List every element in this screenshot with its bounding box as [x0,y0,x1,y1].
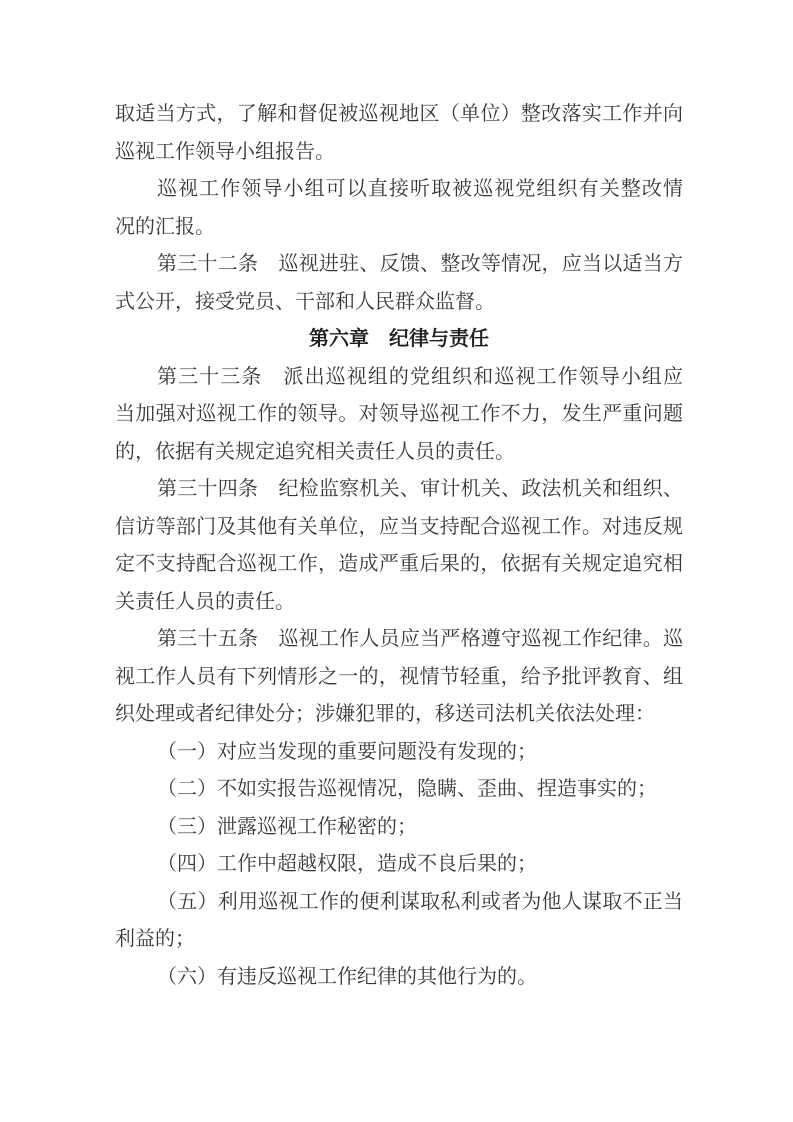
text-line: 关责任人员的责任。 [115,590,295,613]
text-line: （六）有违反巡视工作纪律的其他行为的。 [157,965,537,988]
text-line: 视工作人员有下列情形之一的，视情节轻重，给予批评教育、组 [115,665,683,688]
text-line: 巡视工作领导小组报告。 [115,140,335,163]
text-line: 信访等部门及其他有关单位，应当支持配合巡视工作。对违反规 [115,515,683,538]
chapter-heading [115,321,683,359]
list-item-5 [115,884,683,959]
page-content [115,96,683,996]
paragraph-article-34 [115,471,683,621]
list-item-3 [115,809,683,847]
paragraph-article-32 [115,246,683,321]
text-line: （五）利用巡视工作的便利谋取私利或者为他人谋取不正当 [157,890,683,913]
text-line: 况的汇报。 [115,215,215,238]
text-line: （一）对应当发现的重要问题没有发现的； [157,740,537,763]
paragraph-article-35 [115,621,683,734]
text-line: （三）泄露巡视工作秘密的； [157,815,417,838]
text-line: 织处理或者纪律处分；涉嫌犯罪的，移送司法机关依法处理： [115,703,655,725]
paragraph-article-33 [115,359,683,472]
text-line: 取适当方式，了解和督促被巡视地区（单位）整改落实工作并向 [115,103,683,125]
list-item-4 [115,846,683,884]
text-line: 第三十三条 派出巡视组的党组织和巡视工作领导小组应 [157,365,683,388]
text-line: 的，依据有关规定追究相关责任人员的责任。 [115,440,515,463]
text-line: 当加强对巡视工作的领导。对领导巡视工作不力，发生严重问题 [115,403,683,425]
list-item-2 [115,771,683,809]
list-item-1 [115,734,683,772]
list-item-6 [115,959,683,997]
chapter-heading-text: 第六章 纪律与责任 [309,328,489,350]
text-line: 巡视工作领导小组可以直接听取被巡视党组织有关整改情 [157,178,683,200]
text-line: 式公开，接受党员、干部和人民群众监督。 [115,290,495,313]
text-line: （二）不如实报告巡视情况，隐瞒、歪曲、捏造事实的； [157,778,657,800]
text-line: 第三十五条 巡视工作人员应当严格遵守巡视工作纪律。巡 [157,628,683,650]
text-line: 第三十二条 巡视进驻、反馈、整改等情况，应当以适当方 [157,253,683,275]
text-line: 定不支持配合巡视工作，造成严重后果的，依据有关规定追究相 [115,553,683,575]
text-line: （四）工作中超越权限，造成不良后果的； [157,853,537,875]
paragraph-continuation [115,96,683,171]
text-line: 利益的； [115,928,195,950]
text-line: 第三十四条 纪检监察机关、审计机关、政法机关和组织、 [157,478,683,500]
paragraph [115,171,683,246]
